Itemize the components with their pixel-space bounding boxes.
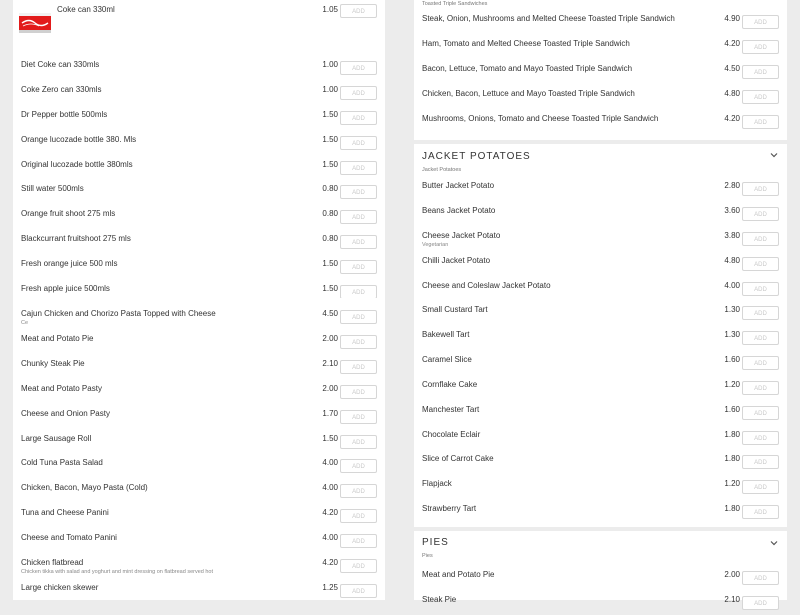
menu-item-price: 4.80 [724, 256, 740, 265]
menu-item-name: Chicken, Bacon, Mayo Pasta (Cold) [21, 483, 148, 493]
add-button[interactable]: ADD [340, 385, 377, 399]
pies-title: PIES [422, 537, 449, 548]
menu-item-name: Cajun Chicken and Chorizo Pasta Topped with Cheese [21, 309, 216, 318]
menu-item-row [13, 105, 385, 130]
add-button[interactable]: ADD [742, 282, 779, 296]
menu-item-name: Steak, Onion, Mushrooms and Melted Cheese Toasted Triple Sandwich [422, 14, 675, 23]
menu-item-row [13, 80, 385, 105]
menu-item-row [13, 354, 385, 379]
menu-item-name: Large chicken skewer [21, 582, 99, 592]
add-button[interactable]: ADD [742, 505, 779, 519]
menu-item-price: 1.50 [322, 134, 338, 144]
menu-item-row [13, 553, 385, 578]
menu-item-row [13, 55, 385, 80]
menu-item-name: Coke Zero can 330mls [21, 84, 102, 94]
menu-item-row [414, 590, 787, 615]
add-button[interactable]: ADD [340, 136, 377, 150]
menu-item-row [13, 204, 385, 229]
menu-item-name: Large Sausage Roll [21, 433, 92, 443]
add-button[interactable]: ADD [340, 86, 377, 100]
menu-item-row [414, 325, 787, 350]
menu-item-price: 2.10 [724, 595, 740, 604]
menu-item-row [414, 375, 787, 400]
menu-item-price: 0.80 [322, 234, 338, 244]
menu-item-row [414, 276, 787, 301]
menu-item-description: Vegetarian [422, 242, 449, 248]
add-button[interactable]: ADD [340, 235, 377, 249]
add-button[interactable]: ADD [340, 335, 377, 349]
menu-item-price: 4.20 [322, 508, 338, 518]
menu-item-row [414, 226, 787, 251]
add-button[interactable]: ADD [340, 410, 377, 424]
add-button[interactable]: ADD [742, 596, 779, 610]
menu-item-price: 4.90 [724, 14, 740, 23]
add-button[interactable]: ADD [742, 406, 779, 420]
menu-item-row [414, 109, 787, 134]
pies-header[interactable] [414, 531, 787, 553]
add-button[interactable]: ADD [742, 455, 779, 469]
add-button[interactable]: ADD [340, 484, 377, 498]
menu-item-price: 4.00 [322, 483, 338, 493]
menu-item-price: 2.80 [724, 181, 740, 190]
menu-item-name: Manchester Tart [422, 404, 480, 414]
menu-item-name: Strawberry Tart [422, 504, 477, 514]
menu-item-price: 2.00 [322, 383, 338, 393]
menu-item-price: 1.00 [322, 59, 338, 69]
add-button[interactable]: ADD [340, 559, 377, 573]
add-button[interactable]: ADD [742, 306, 779, 320]
add-button[interactable]: ADD [742, 431, 779, 445]
menu-item-row [13, 155, 385, 180]
menu-item-name: Cheese Jacket Potato [422, 231, 501, 240]
menu-item-name: Beans Jacket Potato [422, 206, 496, 215]
menu-item-name: Chocolate Eclair [422, 429, 481, 439]
add-button[interactable]: ADD [340, 61, 377, 75]
menu-item-name: Cheese and Onion Pasty [21, 408, 110, 418]
menu-item-row [414, 425, 787, 450]
menu-item-name: Blackcurrant fruitshoot 275 mls [21, 234, 131, 244]
menu-item-name: Meat and Potato Pie [422, 570, 495, 579]
menu-item-row [13, 404, 385, 429]
add-button[interactable]: ADD [340, 584, 377, 598]
chevron-down-icon[interactable] [769, 150, 779, 160]
menu-item-price: 1.60 [724, 404, 740, 414]
menu-item-price: 1.50 [322, 259, 338, 269]
menu-item-price: 1.00 [322, 84, 338, 94]
menu-item-name: Meat and Potato Pie [21, 333, 94, 343]
menu-item-price: 1.80 [724, 454, 740, 464]
menu-item-name: Small Custard Tart [422, 305, 488, 314]
jacket-label: Jacket Potatoes [422, 167, 462, 173]
menu-item-row [13, 578, 385, 603]
add-button[interactable]: ADD [340, 459, 377, 473]
menu-item-row [414, 59, 787, 84]
menu-item-price: 1.50 [322, 109, 338, 119]
add-button[interactable]: ADD [340, 111, 377, 125]
menu-item-name: Original lucozade bottle 380mls [21, 159, 133, 169]
menu-item-name: Meat and Potato Pasty [21, 383, 102, 393]
menu-item-row [414, 300, 787, 325]
add-button[interactable]: ADD [340, 185, 377, 199]
menu-item-row [414, 499, 787, 524]
add-button[interactable]: ADD [742, 381, 779, 395]
menu-item-row [13, 379, 385, 404]
menu-item-name: Chilli Jacket Potato [422, 256, 491, 265]
menu-item-price: 0.80 [322, 184, 338, 194]
menu-item-price: 1.25 [322, 582, 338, 592]
menu-item-price: 2.00 [724, 570, 740, 579]
add-button[interactable]: ADD [742, 40, 779, 54]
add-button[interactable]: ADD [742, 232, 779, 246]
add-button[interactable]: ADD [742, 182, 779, 196]
add-button[interactable]: ADD [340, 435, 377, 449]
menu-item-price: 4.20 [724, 114, 740, 123]
menu-item-name: Caramel Slice [422, 354, 472, 364]
add-button[interactable]: ADD [742, 65, 779, 79]
add-button[interactable]: ADD [742, 257, 779, 271]
jacket-header[interactable] [414, 144, 787, 166]
add-button[interactable]: ADD [340, 310, 377, 324]
menu-item-row [13, 304, 385, 329]
menu-item-row [13, 229, 385, 254]
menu-item-price: 4.50 [724, 64, 740, 73]
add-button[interactable]: ADD [340, 285, 377, 299]
add-button[interactable]: ADD [340, 360, 377, 374]
menu-item-row [414, 350, 787, 375]
menu-item-name: Cold Tuna Pasta Salad [21, 458, 103, 468]
menu-item-name: Ham, Tomato and Melted Cheese Toasted Triple Sandwich [422, 39, 630, 48]
menu-item-row [414, 9, 787, 34]
menu-item-row [13, 254, 385, 279]
menu-item-row [13, 478, 385, 503]
menu-item-name: Coke can 330ml [57, 5, 115, 14]
menu-item-price: 4.20 [724, 39, 740, 48]
triple-sandwich-panel [414, 0, 787, 140]
menu-item-row [13, 0, 385, 25]
add-button[interactable]: ADD [340, 534, 377, 548]
menu-item-name: Orange fruit shoot 275 mls [21, 209, 116, 219]
menu-item-price: 1.60 [724, 354, 740, 364]
menu-item-name: Mushrooms, Onions, Tomato and Cheese Toasted Triple Sandwich [422, 114, 659, 123]
menu-item-price: 4.20 [322, 558, 338, 567]
menu-item-row [414, 474, 787, 499]
add-button[interactable]: ADD [742, 331, 779, 345]
add-button[interactable]: ADD [340, 4, 377, 18]
menu-item-name: Fresh apple juice 500mls [21, 284, 110, 293]
menu-item-row [414, 251, 787, 276]
menu-item-price: 4.00 [322, 533, 338, 543]
menu-item-price: 4.80 [724, 89, 740, 98]
jacket-title: JACKET POTATOES [422, 151, 531, 162]
menu-item-price: 1.80 [724, 504, 740, 514]
menu-item-name: Orange lucozade bottle 380. Mls [21, 134, 137, 144]
menu-item-name: Still water 500mls [21, 184, 84, 194]
menu-item-name: Butter Jacket Potato [422, 181, 495, 190]
add-button[interactable]: ADD [742, 15, 779, 29]
add-button[interactable]: ADD [742, 480, 779, 494]
add-button[interactable]: ADD [742, 115, 779, 129]
pies-label: Pies [422, 553, 433, 559]
menu-item-price: 2.00 [322, 333, 338, 343]
menu-item-name: Bacon, Lettuce, Tomato and Mayo Toasted Triple Sandwich [422, 64, 633, 73]
menu-item-price: 2.10 [322, 358, 338, 368]
add-button[interactable]: ADD [742, 90, 779, 104]
menu-item-name: Cheese and Tomato Panini [21, 533, 117, 543]
menu-item-row [13, 130, 385, 155]
menu-item-name: Chunky Steak Pie [21, 358, 85, 368]
menu-item-name: Steak Pie [422, 595, 457, 604]
chevron-down-icon[interactable] [769, 538, 779, 548]
add-button[interactable]: ADD [340, 509, 377, 523]
cakes-panel [414, 300, 787, 527]
menu-item-row [13, 429, 385, 454]
menu-item-description: Chicken tikka with salad and yoghurt and mint dressing on flatbread served hot [21, 569, 213, 575]
menu-item-price: 1.30 [724, 305, 740, 314]
menu-item-price: 0.80 [322, 209, 338, 219]
menu-item-row [13, 179, 385, 204]
menu-item-name: Fresh orange juice 500 mls [21, 259, 118, 269]
menu-item-price: 1.20 [724, 379, 740, 389]
menu-item-row [414, 34, 787, 59]
menu-item-row [13, 453, 385, 478]
menu-item-name: Tuna and Cheese Panini [21, 508, 109, 518]
menu-item-price: 1.50 [322, 433, 338, 443]
menu-item-description: Ce [21, 320, 29, 326]
menu-item-price: 1.05 [322, 5, 338, 14]
menu-item-name: Cheese and Coleslaw Jacket Potato [422, 281, 551, 290]
menu-item-row [13, 503, 385, 528]
menu-item-price: 1.70 [322, 408, 338, 418]
menu-item-price: 1.80 [724, 429, 740, 439]
add-button[interactable]: ADD [742, 207, 779, 221]
add-button[interactable]: ADD [340, 210, 377, 224]
menu-item-price: 3.80 [724, 231, 740, 240]
add-button[interactable]: ADD [340, 260, 377, 274]
menu-item-name: Chicken, Bacon, Lettuce and Mayo Toasted Triple Sandwich [422, 89, 635, 98]
menu-item-name: Dr Pepper bottle 500mls [21, 109, 108, 119]
menu-item-price: 4.50 [322, 309, 338, 318]
menu-item-row [414, 84, 787, 109]
menu-item-row [414, 400, 787, 425]
menu-item-row [414, 176, 787, 201]
menu-item-name: Flapjack [422, 479, 452, 489]
menu-item-name: Cornflake Cake [422, 379, 478, 389]
menu-item-price: 1.20 [724, 479, 740, 489]
menu-item-name: Slice of Carrot Cake [422, 454, 494, 464]
pies-panel [414, 531, 787, 607]
menu-item-price: 4.00 [322, 458, 338, 468]
menu-item-row [414, 201, 787, 226]
drinks-panel [13, 0, 385, 298]
menu-item-price: 1.50 [322, 159, 338, 169]
menu-item-name: Chicken flatbread [21, 558, 84, 567]
add-button[interactable]: ADD [340, 161, 377, 175]
menu-item-row [414, 565, 787, 590]
add-button[interactable]: ADD [742, 356, 779, 370]
menu-item-name: Diet Coke can 330mls [21, 59, 100, 69]
menu-item-row [13, 329, 385, 354]
triple-sandwich-label: Toasted Triple Sandwiches [422, 1, 488, 7]
menu-item-price: 1.50 [322, 284, 338, 293]
menu-item-row [414, 449, 787, 474]
menu-item-price: 4.00 [724, 281, 740, 290]
add-button[interactable]: ADD [742, 571, 779, 585]
menu-item-price: 3.60 [724, 206, 740, 215]
menu-item-row [13, 528, 385, 553]
menu-item-price: 1.30 [724, 329, 740, 339]
menu-item-name: Bakewell Tart [422, 329, 470, 339]
jacket-potato-panel [414, 144, 787, 300]
hot-food-panel [13, 298, 385, 600]
